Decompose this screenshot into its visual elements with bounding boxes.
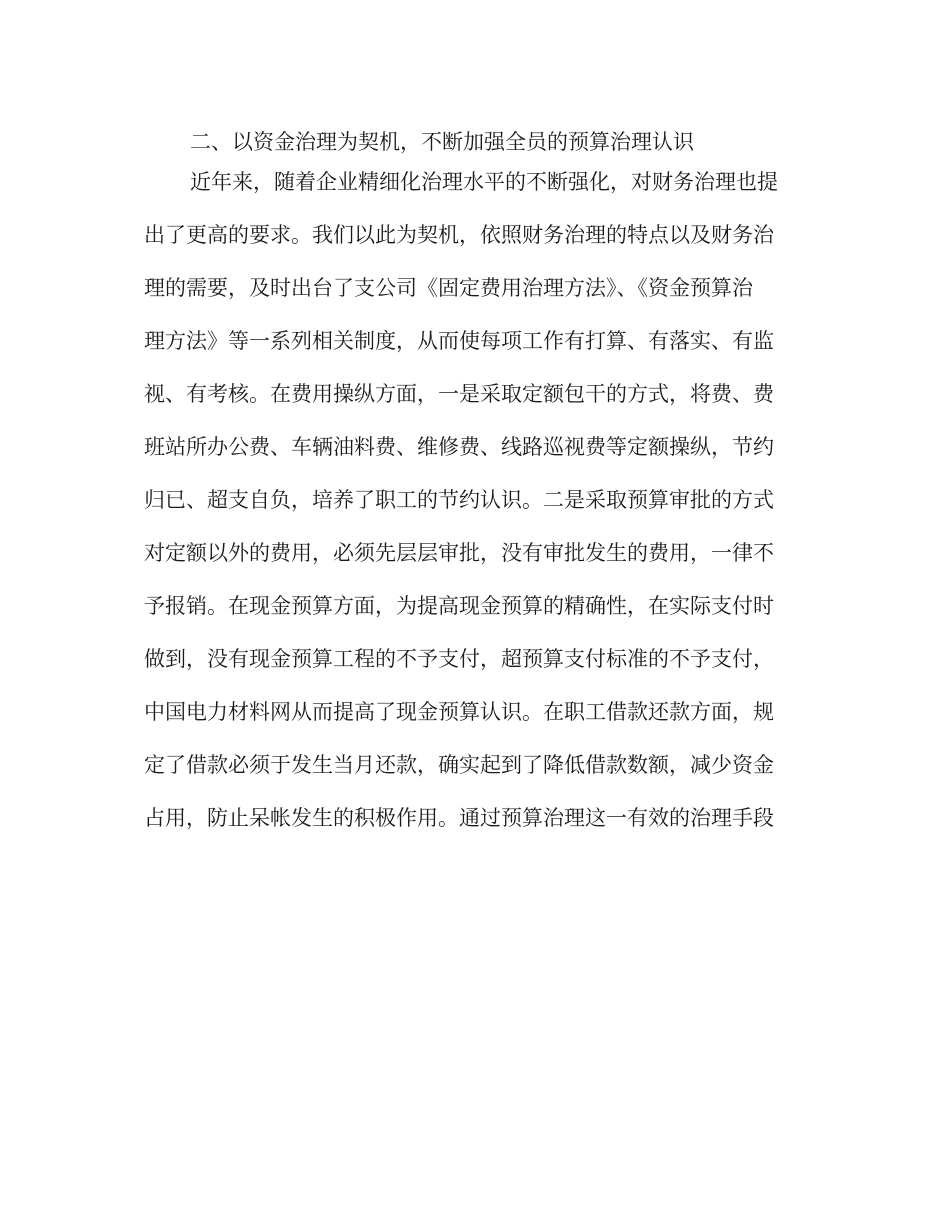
paragraph-line: 近年来，随着企业精细化治理水平的不断强化，对财务治理也提 [190, 170, 778, 194]
paragraph-line: 占用，防止呆帐发生的积极作用。通过预算治理这一有效的治理手段 [144, 806, 774, 830]
paragraph-line: 理方法》等一系列相关制度，从而使每项工作有打算、有落实、有监 [144, 329, 774, 353]
paragraph-line: 中国电力材料网从而提高了现金预算认识。在职工借款还款方面，规 [144, 700, 774, 724]
paragraph-line: 予报销。在现金预算方面，为提高现金预算的精确性，在实际支付时 [144, 594, 774, 618]
body-paragraph [144, 164, 814, 853]
section-heading: 二、以资金治理为契机，不断加强全员的预算治理认识 [190, 130, 694, 154]
paragraph-line: 理的需要，及时出台了支公司《固定费用治理方法》、《资金预算治 [144, 276, 753, 300]
paragraph-line: 定了借款必须于发生当月还款，确实起到了降低借款数额，减少资金 [144, 753, 774, 777]
paragraph-line: 班站所办公费、车辆油料费、维修费、线路巡视费等定额操纵，节约 [144, 435, 774, 459]
paragraph-line: 归已、超支自负，培养了职工的节约认识。二是采取预算审批的方式 [144, 488, 774, 512]
paragraph-line: 做到，没有现金预算工程的不予支付，超预算支付标准的不予支付， [144, 647, 774, 671]
paragraph-line: 视、有考核。在费用操纵方面，一是采取定额包干的方式，将费、费 [144, 382, 774, 406]
paragraph-line: 出了更高的要求。我们以此为契机，依照财务治理的特点以及财务治 [144, 223, 774, 247]
paragraph-line: 对定额以外的费用，必须先层层审批，没有审批发生的费用，一律不 [144, 541, 774, 565]
